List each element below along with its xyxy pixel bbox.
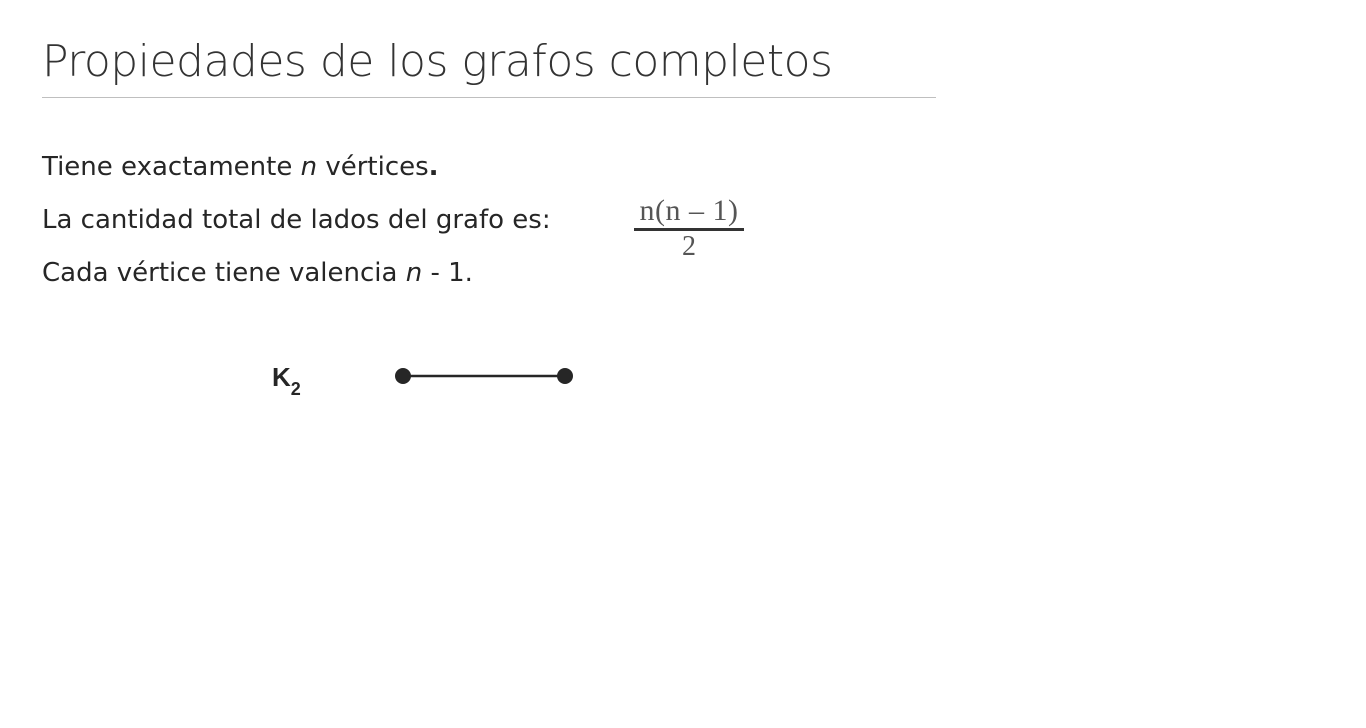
variable-n: n [300,152,318,182]
text-segment: Tiene exactamente [42,152,301,182]
edge-count-formula [632,194,746,263]
title-divider [42,97,936,98]
graph-label-subscript: 2 [290,379,301,400]
text-segment: vértices [317,152,429,182]
property-vertex-count [42,150,439,184]
property-edge-count [42,203,551,237]
property-vertex-degree [42,256,473,290]
complete-graph-k2 [384,356,584,396]
variable-n: n [405,258,423,288]
slide-title: Propiedades de los grafos completos [42,36,833,87]
formula-numerator: n(n – 1) [639,194,739,227]
graph-label-letter: K [272,362,291,392]
formula-denominator: 2 [682,231,696,262]
text-segment: La cantidad total de lados del grafo es: [42,205,551,235]
text-period: . [428,152,439,182]
graph-label-k2 [272,362,301,400]
graph-vertex [557,368,573,384]
graph-vertex [395,368,411,384]
text-segment: - 1. [422,258,473,288]
text-segment: Cada vértice tiene valencia [42,258,406,288]
